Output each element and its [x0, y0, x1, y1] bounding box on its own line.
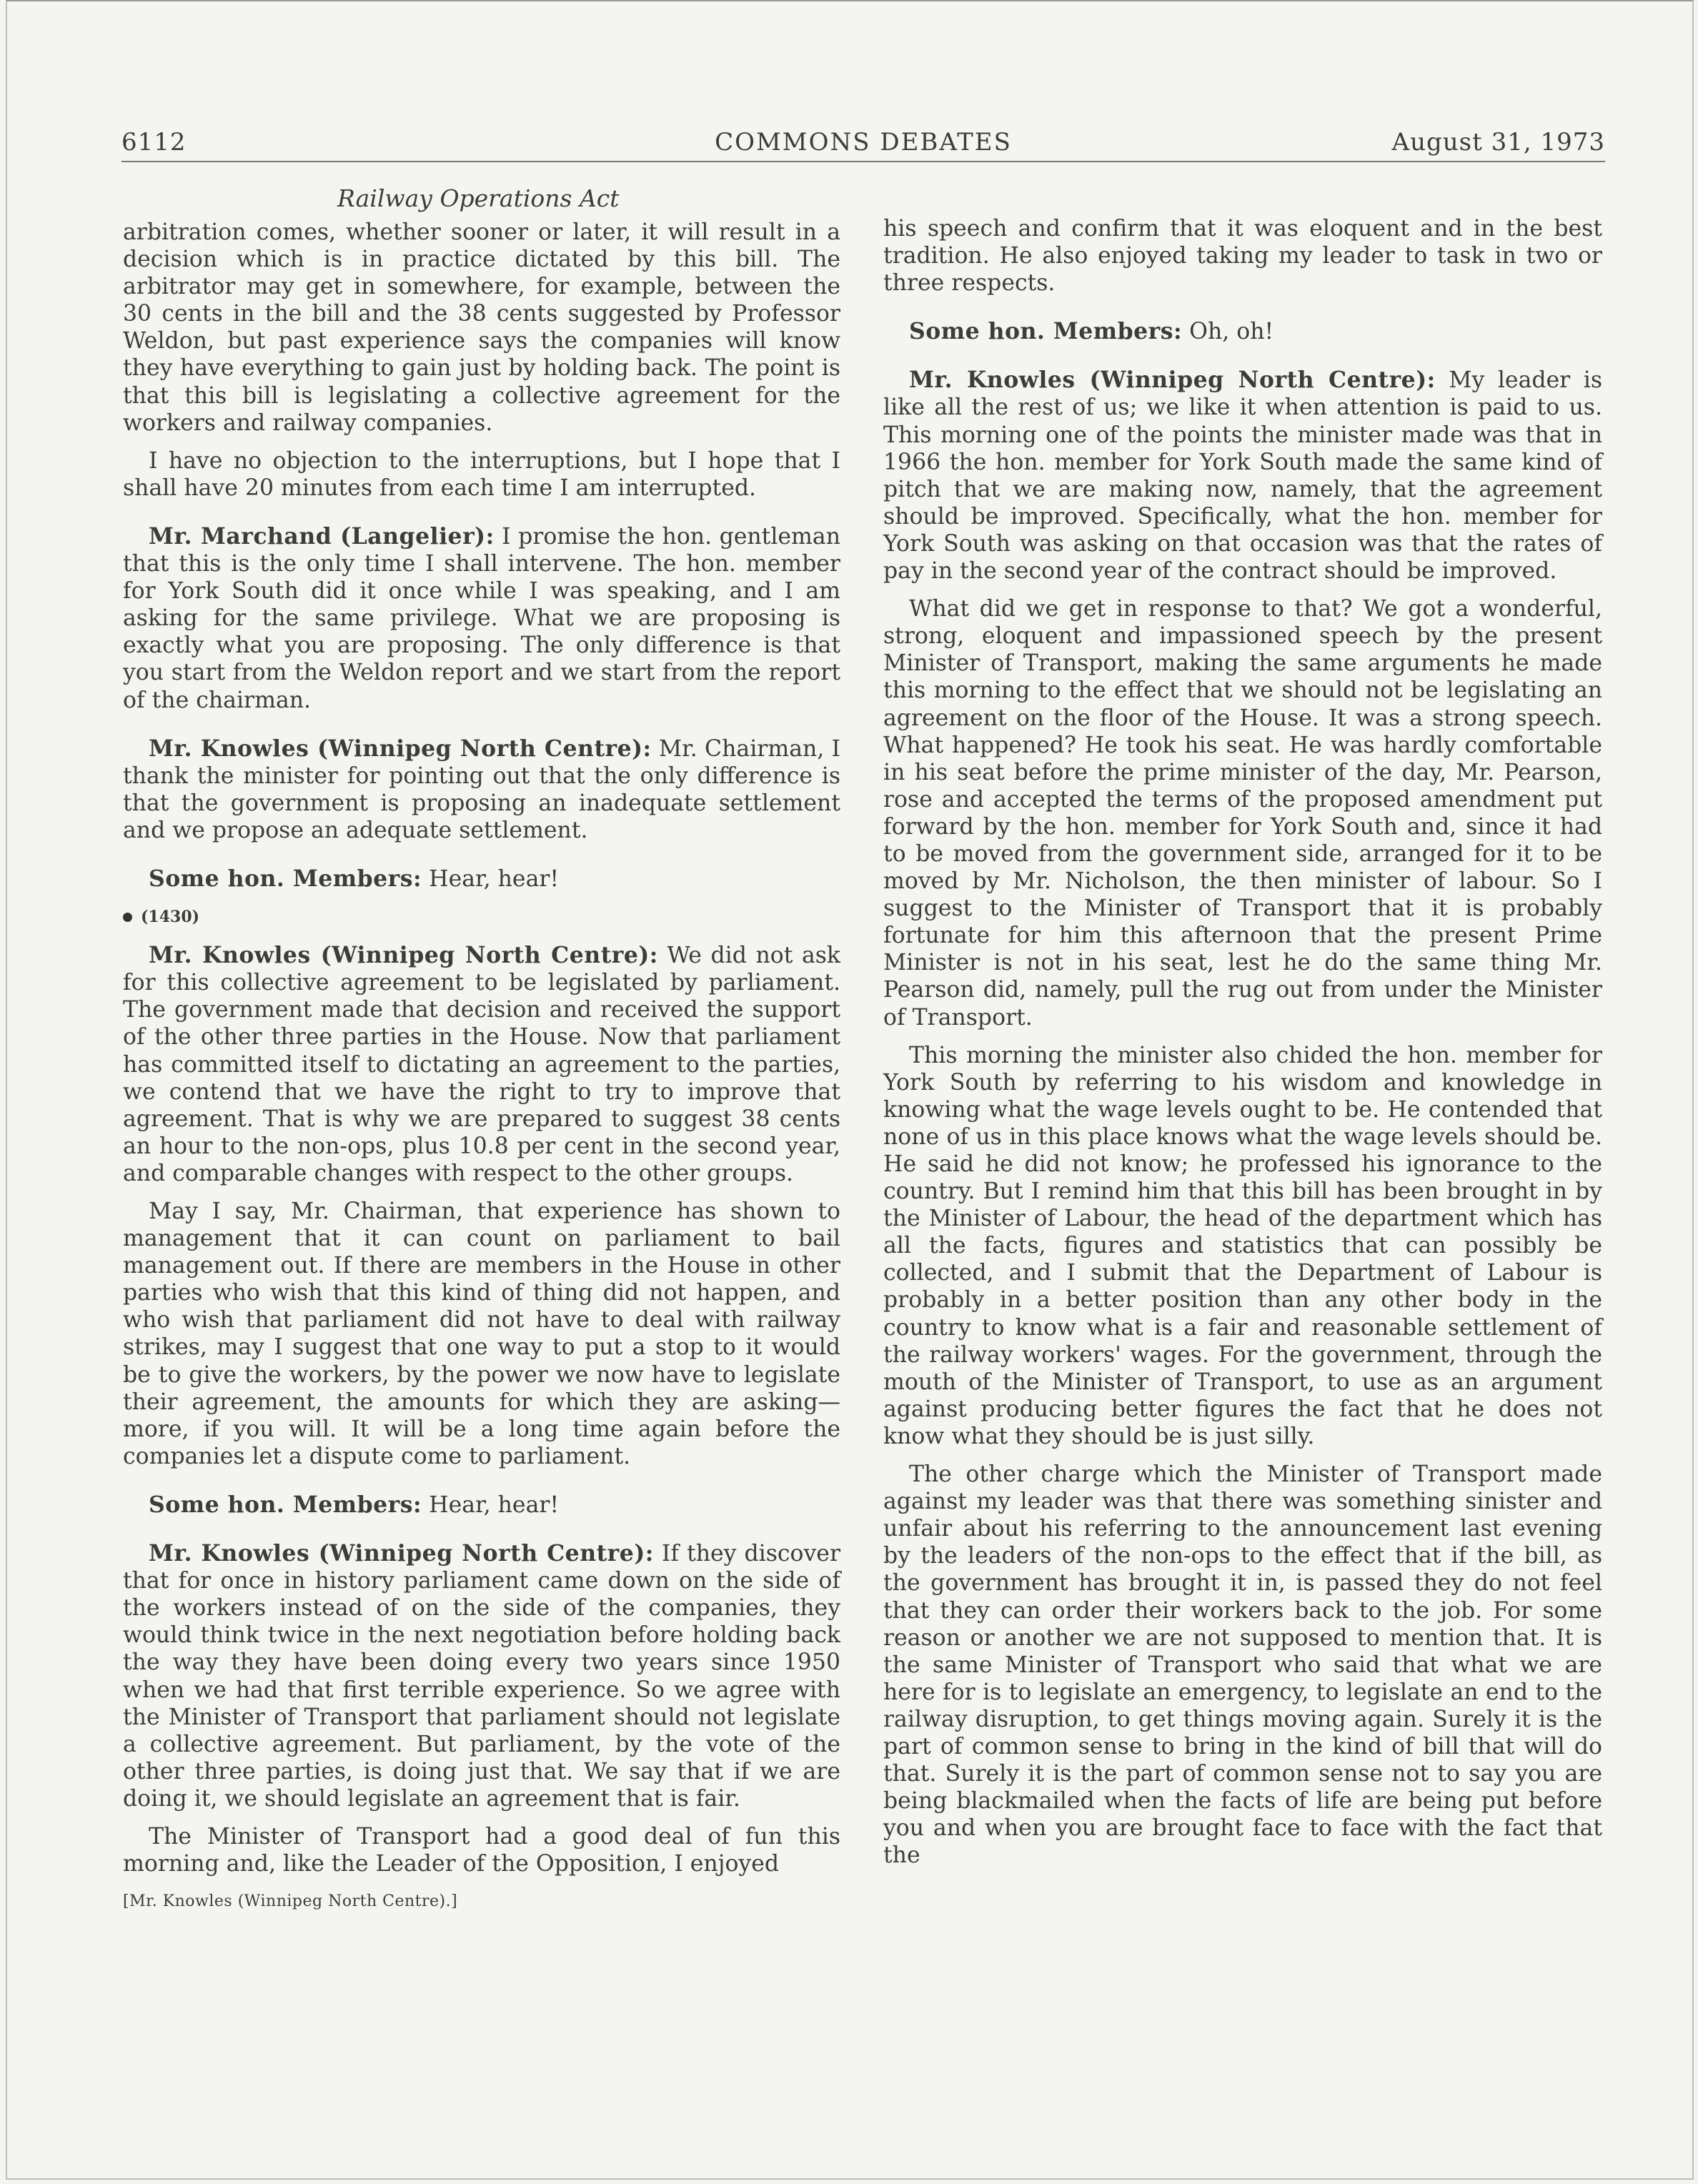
speech-text: If they discover that for once in history parliament came down on the side of the workers instead of on the side of the companies, they would think twice in the next negotiation before holding back the way they have been doing every two years since 1950 when we had that first terrible experience. So we agree with the Minister of Transport that parliament should not legislate a collective agreement. But parliament, by the vote of the other three parties, is doing just that. We say that if we are doing it, we should legislate an agreement that is fair. — [123, 1541, 841, 1812]
paragraph: The other charge which the Minister of Transport made against my leader was that there was something sinister and unfair about his referring to the announcement last evening by the leaders of the non-ops to the effect that if the bill, as the government has brought it in, is passed they do not feel that they can order their workers back to the job. For some reason or another we are not supposed to mention that. It is the same Minister of Transport who said that what we are here for is to legislate an emergency, to legislate an end to the railway disruption, to get things moving again. Surely it is the part of common sense to bring in the kind of bill that will do that. Surely it is the part of common sense not to say you are being blackmailed when the facts of life are being put before you and when you are brought face to face with the fact that the — [883, 1461, 1602, 1869]
speaker-name: Mr. Knowles (Winnipeg North Centre): — [149, 942, 658, 969]
speaker-name: Mr. Knowles (Winnipeg North Centre): — [149, 735, 652, 762]
speaker-name: Mr. Knowles (Winnipeg North Centre): — [149, 1540, 654, 1567]
paragraph: This morning the minister also chided the hon. member for York South by referring to his wisdom and knowledge in knowing what the wage levels ought to be. He contended that none of us in this place knows what the wage levels should be. He said he did not know; he professed his ignorance to the country. But I remind him that this bill has been brought in by the Minister of Labour, the head of the department which has all the facts, figures and statistics that can possibly be collected, and I submit that the Department of Labour is probably in a better position than any other body in the country to know what is a fair and reasonable settlement of the railway workers' wages. For the government, through the mouth of the Minister of Transport, to use as an argument against producing better figures the fact that he does not know what they should be is just silly. — [883, 1042, 1602, 1449]
speech-text: We did not ask for this collective agreement to be legislated by parliament. The government made that decision and received the support of the other three parties in the House. Now that parliament has committed itself to dictating an agreement to the parties, we contend that we have the right to try to improve that agreement. That is why we are prepared to suggest 38 cents an hour to the non-ops, plus 10.8 per cent in the second year, and comparable changes with respect to the other groups. — [123, 943, 840, 1186]
speech-paragraph — [123, 865, 840, 893]
speaker-footnote: [Mr. Knowles (Winnipeg North Centre).] — [123, 1892, 458, 1911]
speech-paragraph — [883, 318, 1602, 345]
section-subtitle: Railway Operations Act — [337, 184, 620, 212]
speech-paragraph — [123, 942, 840, 1187]
paragraph: What did we get in response to that? We got a wonderful, strong, eloquent and impassioned speech by the present Minister of Transport, making the same arguments he made this morning to the effect that we should not be legislating an agreement on the floor of the House. It was a strong speech. What happened? He took his seat. He was hardly comfortable in his seat before the prime minister of the day, Mr. Pearson, rose and accepted the terms of the proposed amendment put forward by the hon. member for York South and, since it had to be moved from the government side, arranged for it to be moved by Mr. Nicholson, the then minister of labour. So I suggest to the Minister of Transport that it is probably fortunate for him this afternoon that the present Prime Minister is not in his seat, lest he do the same thing Mr. Pearson did, namely, pull the rug out from under the Minister of Transport. — [883, 596, 1602, 1031]
paragraph: arbitration comes, whether sooner or later, it will result in a decision which is in practice dictated by this bill. The arbitrator may get in somewhere, for example, between the 30 cents in the bill and the 38 cents suggested by Professor Weldon, but past experience says the companies will know they have everything to gain just by holding back. The point is that this bill is legislating a collective agreement for the workers and railway companies. — [123, 219, 840, 436]
speaker-name: Some hon. Members: — [909, 318, 1183, 345]
speech-paragraph — [123, 735, 840, 844]
journal-title: COMMONS DEBATES — [715, 128, 1012, 157]
left-column — [123, 219, 840, 1926]
page-header — [121, 125, 1605, 162]
paragraph: his speech and confirm that it was eloquent and in the best tradition. He also enjoyed taking my leader to task in two or three respects. — [883, 216, 1602, 297]
speaker-name: Some hon. Members: — [149, 865, 422, 892]
bullet-icon — [123, 913, 132, 922]
paragraph: The Minister of Transport had a good deal of fun this morning and, like the Leader of the Opposition, I enjoyed — [123, 1823, 840, 1877]
speech-text: Hear, hear! — [422, 865, 560, 892]
speaker-name: Mr. Knowles (Winnipeg North Centre): — [909, 367, 1436, 394]
speaker-name: Some hon. Members: — [149, 1491, 422, 1518]
speech-text: Hear, hear! — [422, 1491, 560, 1518]
page-date: August 31, 1973 — [1391, 128, 1605, 157]
speech-paragraph — [123, 1491, 840, 1519]
right-column — [883, 215, 1602, 1880]
page-number: 6112 — [121, 128, 187, 157]
time-marker-text: (1430) — [141, 908, 200, 927]
speech-paragraph — [123, 523, 840, 714]
paragraph: I have no objection to the interruptions, but I hope that I shall have 20 minutes from each time I am interrupted. — [123, 447, 840, 501]
time-marker — [123, 903, 840, 930]
paragraph: May I say, Mr. Chairman, that experience has shown to management that it can count on parliament to bail management out. If there are members in the House in other parties who wish that this kind of thing did not happen, and who wish that parliament did not have to deal with railway strikes, may I suggest that one way to put a stop to it would be to give the workers, by the power we now have to legislate their agreement, the amounts for which they are asking—more, if you will. It will be a long time again before the companies let a dispute come to parliament. — [123, 1198, 840, 1469]
speech-text: Mr. Chairman, I thank the minister for pointing out that the only difference is that the government is proposing an inadequate settlement and we propose an adequate settlement. — [123, 735, 840, 843]
speech-text: Oh, oh! — [1182, 319, 1274, 345]
speech-paragraph — [883, 367, 1602, 585]
speech-text: I promise the hon. gentleman that this is the only time I shall intervene. The hon. member for York South did it once while I was speaking, and I am asking for the same privilege. What we are proposing is exactly what you are proposing. The only difference is that you start from the Weldon report and we start from the report of the chairman. — [123, 523, 840, 713]
speech-text: My leader is like all the rest of us; we like it when attention is paid to us. This morning one of the points the minister made was that in 1966 the hon. member for York South made the same kind of pitch that we are making now, namely, that the agreement should be improved. Specifically, what the hon. member for York South was asking on that occasion was that the rates of pay in the second year of the contract should be improved. — [883, 367, 1602, 585]
speech-paragraph — [123, 1540, 840, 1812]
speaker-name: Mr. Marchand (Langelier): — [149, 522, 495, 550]
